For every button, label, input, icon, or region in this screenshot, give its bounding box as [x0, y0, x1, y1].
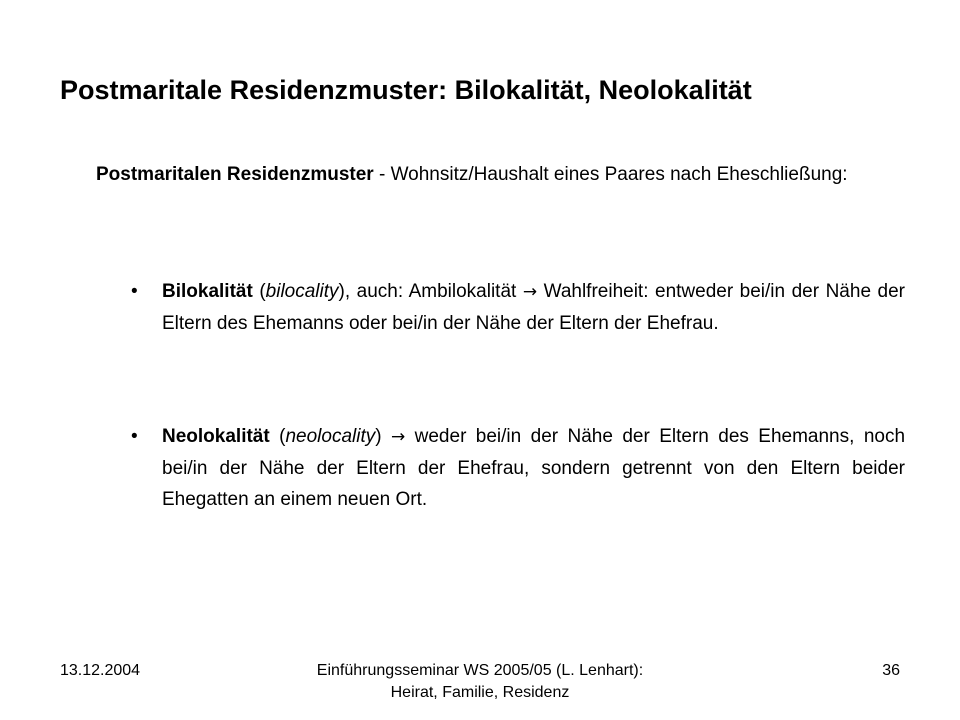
intro-paragraph	[96, 160, 856, 190]
footer-date: 13.12.2004	[60, 662, 141, 679]
bullet-text: Neolokalität (neolocality) → weder bei/in der Nähe der Eltern des Ehemanns, noch bei/in der Nähe der Eltern der Ehefrau, sondern getrennt von den Eltern beider Ehegatten an einem neuen Ort.	[162, 426, 906, 510]
bullet-pre-arrow: ), auch: Ambilokalität	[338, 281, 523, 302]
footer-course-line2: Heirat, Familie, Residenz	[390, 684, 570, 701]
bullet-marker: •	[131, 426, 138, 447]
bullet-term: Bilokalität	[162, 281, 253, 302]
bullet-text: Bilokalität (bilocality), auch: Ambilokalität → Wahlfreiheit: entweder bei/in der Nähe der Eltern des Ehemanns oder bei/in der Nähe der Eltern der Ehefrau.	[162, 281, 905, 334]
bullet-gloss: neolocality	[285, 426, 376, 447]
slide-title: Postmaritale Residenzmuster: Bilokalität, Neolokalität	[60, 75, 752, 105]
arrow-right-icon: →	[522, 282, 538, 302]
intro-definition: - Wohnsitz/Haushalt eines Paares nach Eheschließung:	[373, 164, 848, 185]
arrow-right-icon: →	[390, 427, 406, 447]
bullet-pre-arrow: )	[375, 426, 391, 447]
page-number: 36	[882, 662, 900, 679]
bullet-post-arrow: Wahlfreiheit: entweder bei/in der Nähe der Eltern des Ehemanns oder bei/in der Nähe der Eltern der Ehefrau.	[162, 281, 905, 334]
bullet-post-arrow: weder bei/in der Nähe der Eltern des Ehemanns, noch bei/in der Nähe der Eltern der Ehefrau, sondern getrennt von den Eltern beider Ehegatten an einem neuen Ort.	[162, 426, 906, 510]
bullet-item-bilokalitaet	[131, 276, 905, 339]
footer-course-line1: Einführungsseminar WS 2005/05 (L. Lenhart):	[316, 662, 644, 679]
bullet-item-neolokalitaet	[131, 421, 905, 515]
bullet-marker: •	[131, 281, 138, 302]
bullet-term: Neolokalität	[162, 426, 270, 447]
intro-term: Postmaritalen Residenzmuster	[96, 164, 374, 185]
footer-course	[270, 660, 690, 704]
bullet-gloss: bilocality	[265, 281, 339, 302]
